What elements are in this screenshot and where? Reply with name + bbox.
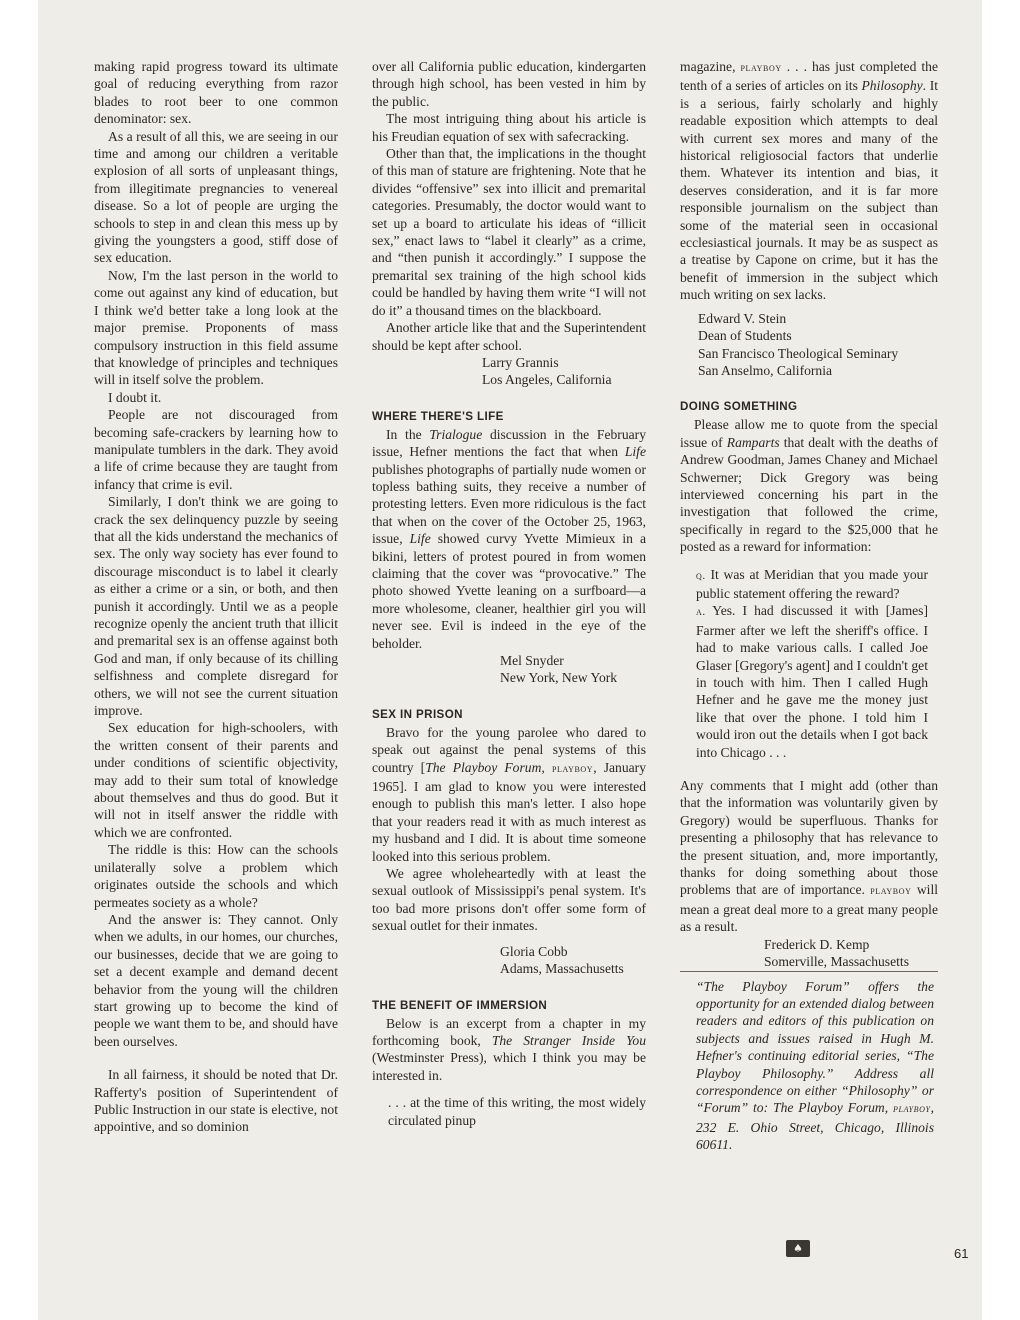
paragraph: I doubt it. xyxy=(108,389,162,405)
paragraph: In the Trialogue discussion in the February issue, Hefner mentions the fact that when Life publishes photographs of partially nude women or topless bathing suits, they receive a number of protesting letters. Even more ridiculous is the fact that when on the cover of the October 25, 1963, issue, Life showed curvy Yvette Mimieux in a bikini, letters of protest poured in from women claiming that the cover was “provocative.” The photo showed Yvette leaning on a surfboard—a more wholesome, cleaner, healthier girl you will never see. Evil is indeed in the eye of the beholder. xyxy=(372,426,646,651)
signature-name: Gloria Cobb xyxy=(500,943,568,959)
column-2 xyxy=(372,58,646,1129)
signature-name: Edward V. Stein xyxy=(698,310,787,326)
interview-excerpt xyxy=(680,566,938,761)
page-number: 61 xyxy=(954,1246,969,1261)
rabbit-head-icon: ♠ xyxy=(786,1240,810,1257)
question: q. It was at Meridian that you made your public statement offering the reward? xyxy=(696,566,928,601)
paragraph: Sex education for high-schoolers, with the written consent of their parents and under conditions of scientific objectivity, may add to their sum total of knowledge about themselves and thus do good. But it will not in itself answer the riddle with which we are confronted. xyxy=(94,720,338,840)
signature-place: Adams, Massachusetts xyxy=(500,961,624,977)
section-heading-doing-something: DOING SOMETHING xyxy=(680,400,798,414)
letter-signature xyxy=(372,652,646,687)
signature-title: Dean of Students xyxy=(698,328,792,344)
quoted-excerpt: . . . at the time of this writing, the most widely circulated pinup xyxy=(388,1095,646,1128)
signature-place: Los Angeles, California xyxy=(482,372,612,388)
paragraph: The riddle is this: How can the schools unilaterally solve a problem which originates outside the schools and which permeates society as a whole? xyxy=(94,842,338,910)
section-heading-where-theres-life: WHERE THERE'S LIFE xyxy=(372,409,504,423)
paragraph: Another article like that and the Superintendent should be kept after school. xyxy=(372,320,646,353)
signature-org: San Francisco Theological Seminary xyxy=(698,345,899,361)
quoted-excerpt: magazine, playboy . . . has just completed the tenth of a series of articles on its Philosophy. It is a serious, fairly scholarly and highly readable exposition which attempts to deal with current sex mores and many of the historical religiosocial factors that underlie them. Whatever its intention and bias, it deserves consideration, and it is far more responsible journalism on the subject than some of the material seen in occasional ecclesiastical journals. It may be as suspect as a treatise by Capone on crime, but it has the benefit of immersion in the subject which much writing on sex lacks. xyxy=(680,59,938,303)
paragraph: Any comments that I might add (other than that the information was voluntarily given by Gregory) would be superfluous. Thanks for presenting a philosophy that has relevance to the present situation, and, more importantly, thanks for doing something about those problems that are of importance. playboy will mean a great deal more to a great many people as a result. xyxy=(680,778,938,935)
letter-signature xyxy=(372,943,646,978)
paragraph: making rapid progress toward its ultimate goal of reducing everything from razor blades to root beer to one common denominator: sex. xyxy=(94,59,338,127)
signature-name: Frederick D. Kemp xyxy=(764,936,870,952)
paragraph: Bravo for the young parolee who dared to speak out against the penal systems of this country [The Playboy Forum, playboy, January 1965]. I am glad to know you were interested enough to publish this man's letter. I also hope that your readers read it with as much interest as my husband and I did. It is about time someone looked into this serious problem. xyxy=(372,724,646,864)
paragraph: Now, I'm the last person in the world to come out against any kind of education, but I think we'd better take a long look at the major premise. Proponents of mass compulsory instruction in this field assume that knowledge of principles and techniques will in itself solve the problem. xyxy=(94,267,338,388)
paragraph: Below is an excerpt from a chapter in my forthcoming book, The Stranger Inside You (Westminster Press), which I think you may be interested in. xyxy=(372,1015,646,1083)
signature-place: Somerville, Massachusetts xyxy=(764,954,909,970)
signature-place: San Anselmo, California xyxy=(698,362,833,378)
paragraph: In all fairness, it should be noted that Dr. Rafferty's position of Superintendent of Public Instruction in our state is elective, not appointive, and so dominion xyxy=(94,1067,338,1135)
section-heading-sex-in-prison: SEX IN PRISON xyxy=(372,707,463,721)
column-1 xyxy=(94,58,338,1136)
letter-signature xyxy=(680,936,938,971)
signature-name: Larry Grannis xyxy=(482,354,559,370)
signature-place: New York, New York xyxy=(500,670,618,686)
forum-note: “The Playboy Forum” offers the opportunity for an extended dialog between readers and editors of this publication on subjects and issues raised in Hugh M. Hefner's continuing editorial series, “The Playboy Philosophy.” Address all correspondence on either “Philosophy” or “Forum” to: The Playboy Forum, playboy, 232 E. Ohio Street, Chicago, Illinois 60611. xyxy=(680,971,938,1154)
signature-name: Mel Snyder xyxy=(500,653,564,668)
answer: a. Yes. I had discussed it with [James] Farmer after we left the sheriff's office. I had to make various calls. I called Joe Glaser [Gregory's agent] and I couldn't get in touch with him. Then I called Hugh Hefner and he gave me the money just like that over the phone. I told him I would iron out the details when I got back into Chicago . . . xyxy=(696,603,928,760)
letter-signature xyxy=(372,354,646,389)
letter-signature xyxy=(680,310,938,380)
paragraph: Similarly, I don't think we are going to crack the sex delinquency puzzle by seeing that all the kids understand the mechanics of sex. The only way society has ever found to discourage misconduct is to label it clearly as either a crime or a sin, or both, and then punish it accordingly. Until we as a people recognize openly the ancient truth that illicit and premarital sex is an offense against both God and man, if only because of its chilling selfishness and complete disregard for others, we will not see the current situation improve. xyxy=(94,494,338,719)
paragraph: Other than that, the implications in the thought of this man of stature are frightening. Note that he divides “offensive” sex into illicit and premarital categories. Presumably, the doctor would want to set up a board to articulate his ideas of “illicit sex,” enact laws to “label it clearly” as a crime, and “then punish it accordingly.” I suppose the premarital sex training of the high school kids could be handled by having them write “I will not do it” a thousand times on the blackboard. xyxy=(372,146,646,318)
paragraph: People are not discouraged from becoming safe-crackers by learning how to manipulate tumblers in the dark. They avoid a life of crime because they are taught from infancy that crime is evil. xyxy=(94,407,338,492)
paragraph: Please allow me to quote from the special issue of Ramparts that dealt with the deaths of Andrew Goodman, James Chaney and Michael Schwerner; Dick Gregory was being interviewed concerning his part in the investigation that followed the crime, specifically in regard to the $25,000 that he posted as a reward for information: xyxy=(680,417,938,555)
paragraph: We agree wholeheartedly with at least the sexual outlook of Mississippi's penal system. It's too bad more prisons don't offer some form of sexual outlet for their inmates. xyxy=(372,866,646,934)
paragraph: over all California public education, kindergarten through high school, has been vested in him by the public. xyxy=(372,59,646,109)
paragraph: And the answer is: They cannot. Only when we adults, in our homes, our churches, our businesses, decide that we are going to set a decent example and demand decent behavior from the young will the children start growing up to become the kind of people we want them to be, and should have been ourselves. xyxy=(94,911,338,1049)
column-3 xyxy=(680,58,938,1154)
paragraph: The most intriguing thing about his article is his Freudian equation of sex with safecracking. xyxy=(372,111,646,144)
section-heading-benefit-of-immersion: THE BENEFIT OF IMMERSION xyxy=(372,998,548,1012)
paragraph: As a result of all this, we are seeing in our time and among our children a veritable explosion of all sorts of unpleasant things, from illegitimate pregnancies to venereal disease. So a lot of people are urging the schools to step in and clean this mess up by giving the youngsters a good, stiff dose of sex education. xyxy=(94,128,338,266)
